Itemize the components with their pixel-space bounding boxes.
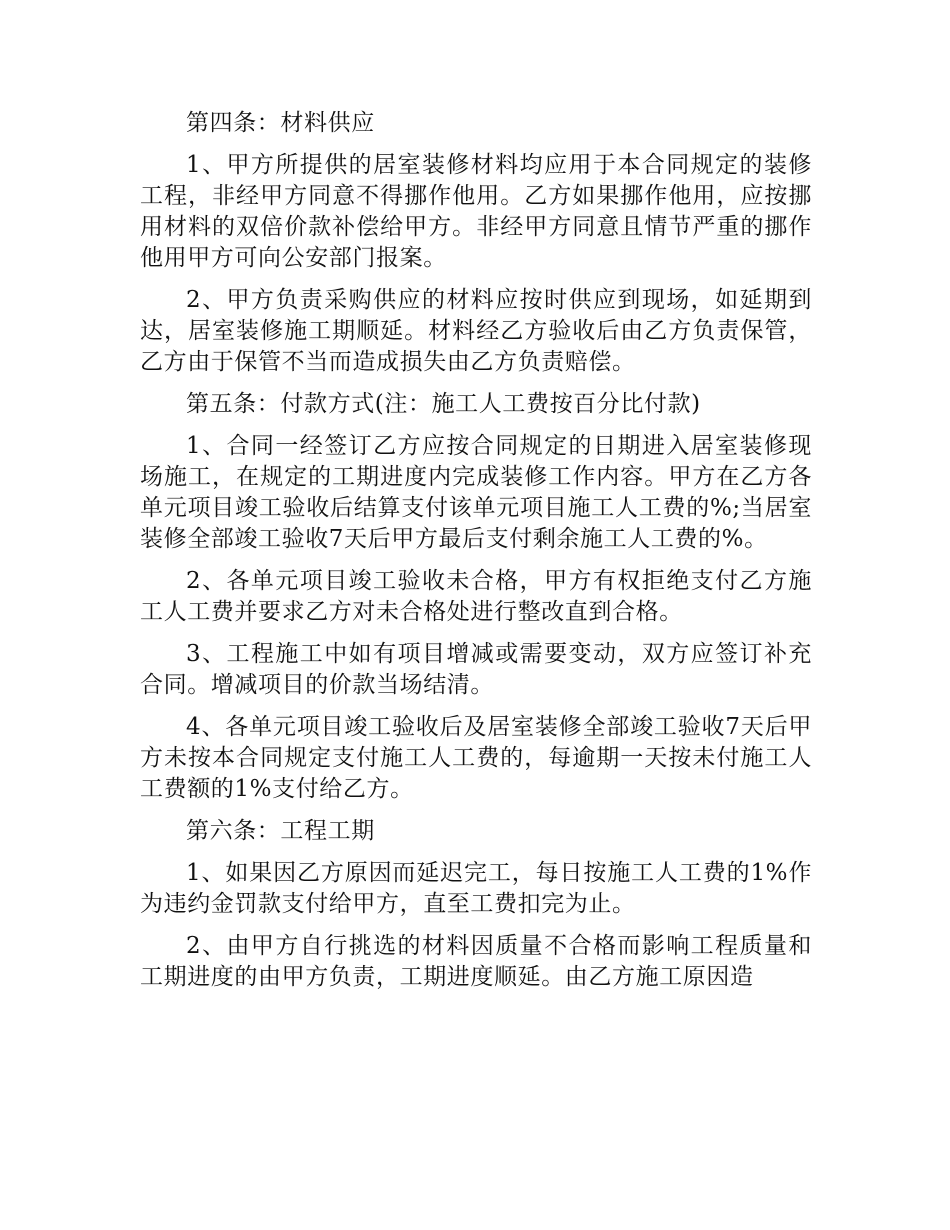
document-body: [140, 108, 812, 1004]
article-5-heading: 第五条：付款方式(注：施工人工费按百分比付款): [186, 391, 701, 417]
article-4-clause-1: 1、甲方所提供的居室装修材料均应用于本合同规定的装修工程，非经甲方同意不得挪作他用。乙方如果挪作他用，应按挪用材料的双倍价款补偿给甲方。非经甲方同意且情节严重的挪作他用甲方可向公安部门报案。: [140, 152, 812, 271]
article-6-clause-1: 1、如果因乙方原因而延迟完工，每日按施工人工费的1%作为违约金罚款支付给甲方，直至工费扣完为止。: [140, 860, 812, 917]
article-6-clause-2: 2、由甲方自行挑选的材料因质量不合格而影响工程质量和工期进度的由甲方负责，工期进度顺延。由乙方施工原因造: [140, 933, 812, 990]
article-5-clause-1: 1、合同一经签订乙方应按合同规定的日期进入居室装修现场施工，在规定的工期进度内完成装修工作内容。甲方在乙方各单元项目竣工验收后结算支付该单元项目施工人工费的%;当居室装修全部竣工验收7天后甲方最后支付剩余施工人工费的%。: [140, 433, 812, 552]
article-5-clause-3: 3、工程施工中如有项目增减或需要变动，双方应签订补充合同。增减项目的价款当场结清。: [140, 641, 812, 698]
article-6-heading: 第六条：工程工期: [186, 818, 375, 844]
article-4-clause-2: 2、甲方负责采购供应的材料应按时供应到现场，如延期到达，居室装修施工期顺延。材料经乙方验收后由乙方负责保管，乙方由于保管不当而造成损失由乙方负责赔偿。: [140, 287, 812, 375]
article-5-clause-2: 2、各单元项目竣工验收未合格，甲方有权拒绝支付乙方施工人工费并要求乙方对未合格处进行整改直到合格。: [140, 568, 812, 625]
article-5-clause-4: 4、各单元项目竣工验收后及居室装修全部竣工验收7天后甲方未按本合同规定支付施工人工费的，每逾期一天按未付施工人工费额的1%支付给乙方。: [140, 714, 812, 802]
article-4-heading: 第四条：材料供应: [186, 110, 375, 136]
